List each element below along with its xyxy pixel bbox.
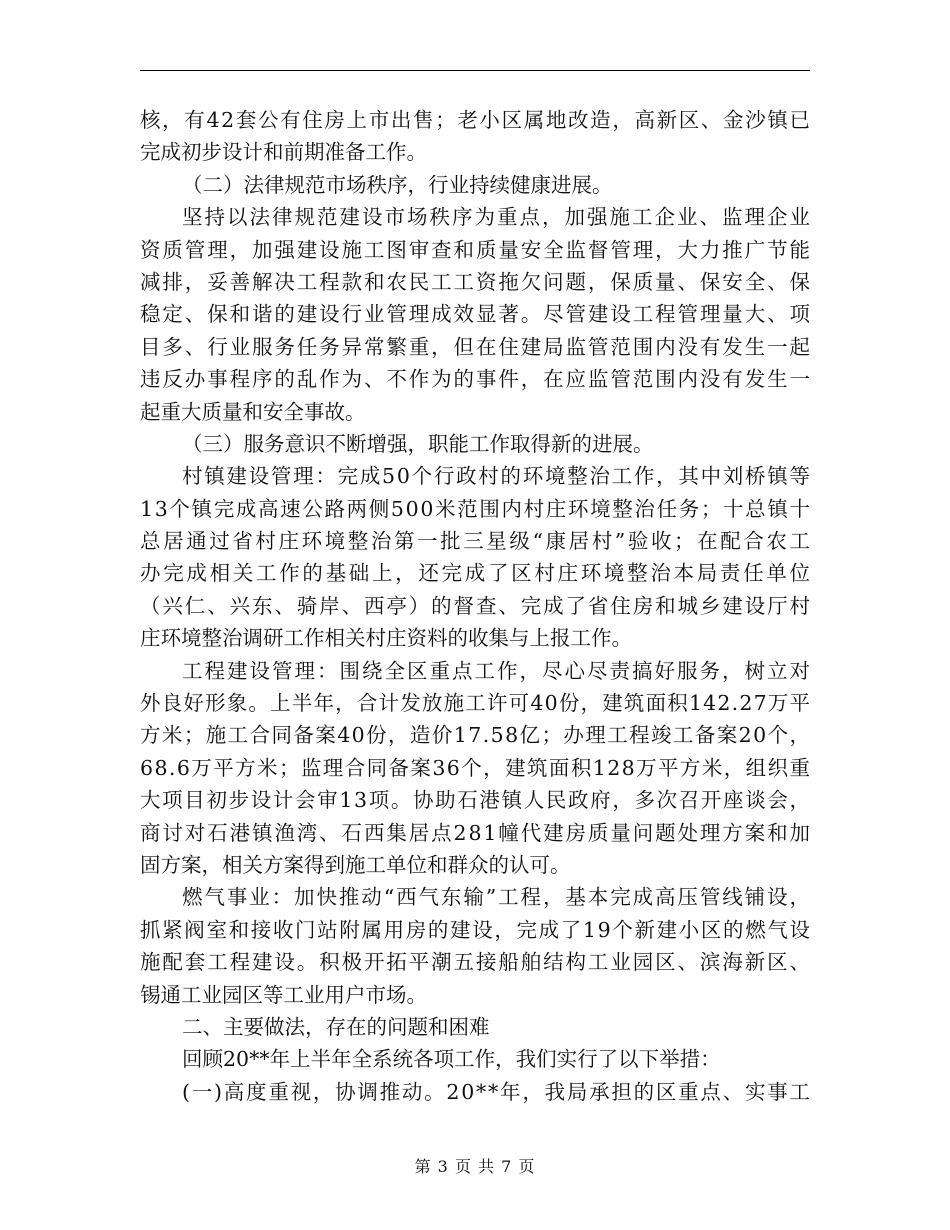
text-line: 外良好形象。上半年，合计发放施工许可40份，建筑面积142.27万平 <box>140 691 812 716</box>
text-line: 稳定、保和谐的建设行业管理成效显著。尽管建设工程管理量大、项 <box>140 302 812 327</box>
text-line: 核，有42套公有住房上市出售；老小区属地改造，高新区、金沙镇已 <box>140 108 812 132</box>
text-line: 方米；施工合同备案40份，造价17.58亿；办理工程竣工备案20个， <box>140 723 812 748</box>
text-line: 固方案，相关方案得到施工单位和群众的认可。 <box>140 852 571 877</box>
text-line: 村镇建设管理：完成50个行政村的环境整治工作，其中刘桥镇等 <box>182 464 812 489</box>
text-line: 坚持以法律规范建设市场秩序为重点，加强施工企业、监理企业 <box>182 205 812 230</box>
text-line: 回顾20**年上半年全系统各项工作，我们实行了以下举措： <box>182 1047 721 1072</box>
header-rule <box>140 70 810 71</box>
text-line: 燃气事业：加快推动“西气东输”工程，基本完成高压管线铺设， <box>182 885 812 910</box>
text-line: 总居通过省村庄环境整治第一批三星级“康居村”验收；在配合农工 <box>140 529 813 554</box>
text-line: 减排，妥善解决工程款和农民工工资拖欠问题，保质量、保安全、保 <box>140 269 812 294</box>
text-line: 办完成相关工作的基础上，还完成了区村庄环境整治本局责任单位 <box>140 561 813 586</box>
text-line: 起重大质量和安全事故。 <box>140 399 366 424</box>
text-line: （兴仁、兴东、骑岸、西亭）的督查、完成了省住房和城乡建设厅村 <box>140 593 812 618</box>
text-line: 目多、行业服务任务异常繁重，但在住建局监管范围内没有发生一起 <box>140 334 812 359</box>
page-footer <box>0 1154 950 1177</box>
text-line: 庄环境整治调研工作相关村庄资料的收集与上报工作。 <box>140 626 632 651</box>
text-line: 完成初步设计和前期准备工作。 <box>140 140 427 165</box>
text-line: 大项目初步设计会审13项。协助石港镇人民政府，多次召开座谈会， <box>140 788 812 813</box>
text-line: 13个镇完成高速公路两侧500米范围内村庄环境整治任务；十总镇十 <box>140 496 812 521</box>
text-line: 资质管理，加强建设施工图审查和质量安全监督管理，大力推广节能 <box>140 237 812 262</box>
text-line: 锡通工业园区等工业用户市场。 <box>140 982 427 1007</box>
text-line: 抓紧阀室和接收门站附属用房的建设，完成了19个新建小区的燃气设 <box>140 917 812 942</box>
document-body <box>140 104 813 1108</box>
text-line: （二）法律规范市场秩序，行业持续健康进展。 <box>182 172 613 197</box>
text-line: （三）服务意识不断增强，职能工作取得新的进展。 <box>182 431 654 456</box>
page-number-label: 第 3 页 共 7 页 <box>414 1157 536 1176</box>
text-line: 68.6万平方米；监理合同备案36个，建筑面积128万平方米，组织重 <box>140 755 812 780</box>
text-line: 违反办事程序的乱作为、不作为的事件，在应监管范围内没有发生一 <box>140 367 812 392</box>
text-line: (一)高度重视，协调推动。20**年，我局承担的区重点、实事工 <box>182 1079 812 1104</box>
text-line: 商讨对石港镇渔湾、石西集居点281幢代建房质量问题处理方案和加 <box>140 820 812 845</box>
text-line: 工程建设管理：围绕全区重点工作，尽心尽责搞好服务，树立对 <box>182 658 812 683</box>
text-line: 二、主要做法，存在的问题和困难 <box>182 1014 490 1039</box>
text-line: 施配套工程建设。积极开拓平潮五接船舶结构工业园区、滨海新区、 <box>140 950 812 975</box>
